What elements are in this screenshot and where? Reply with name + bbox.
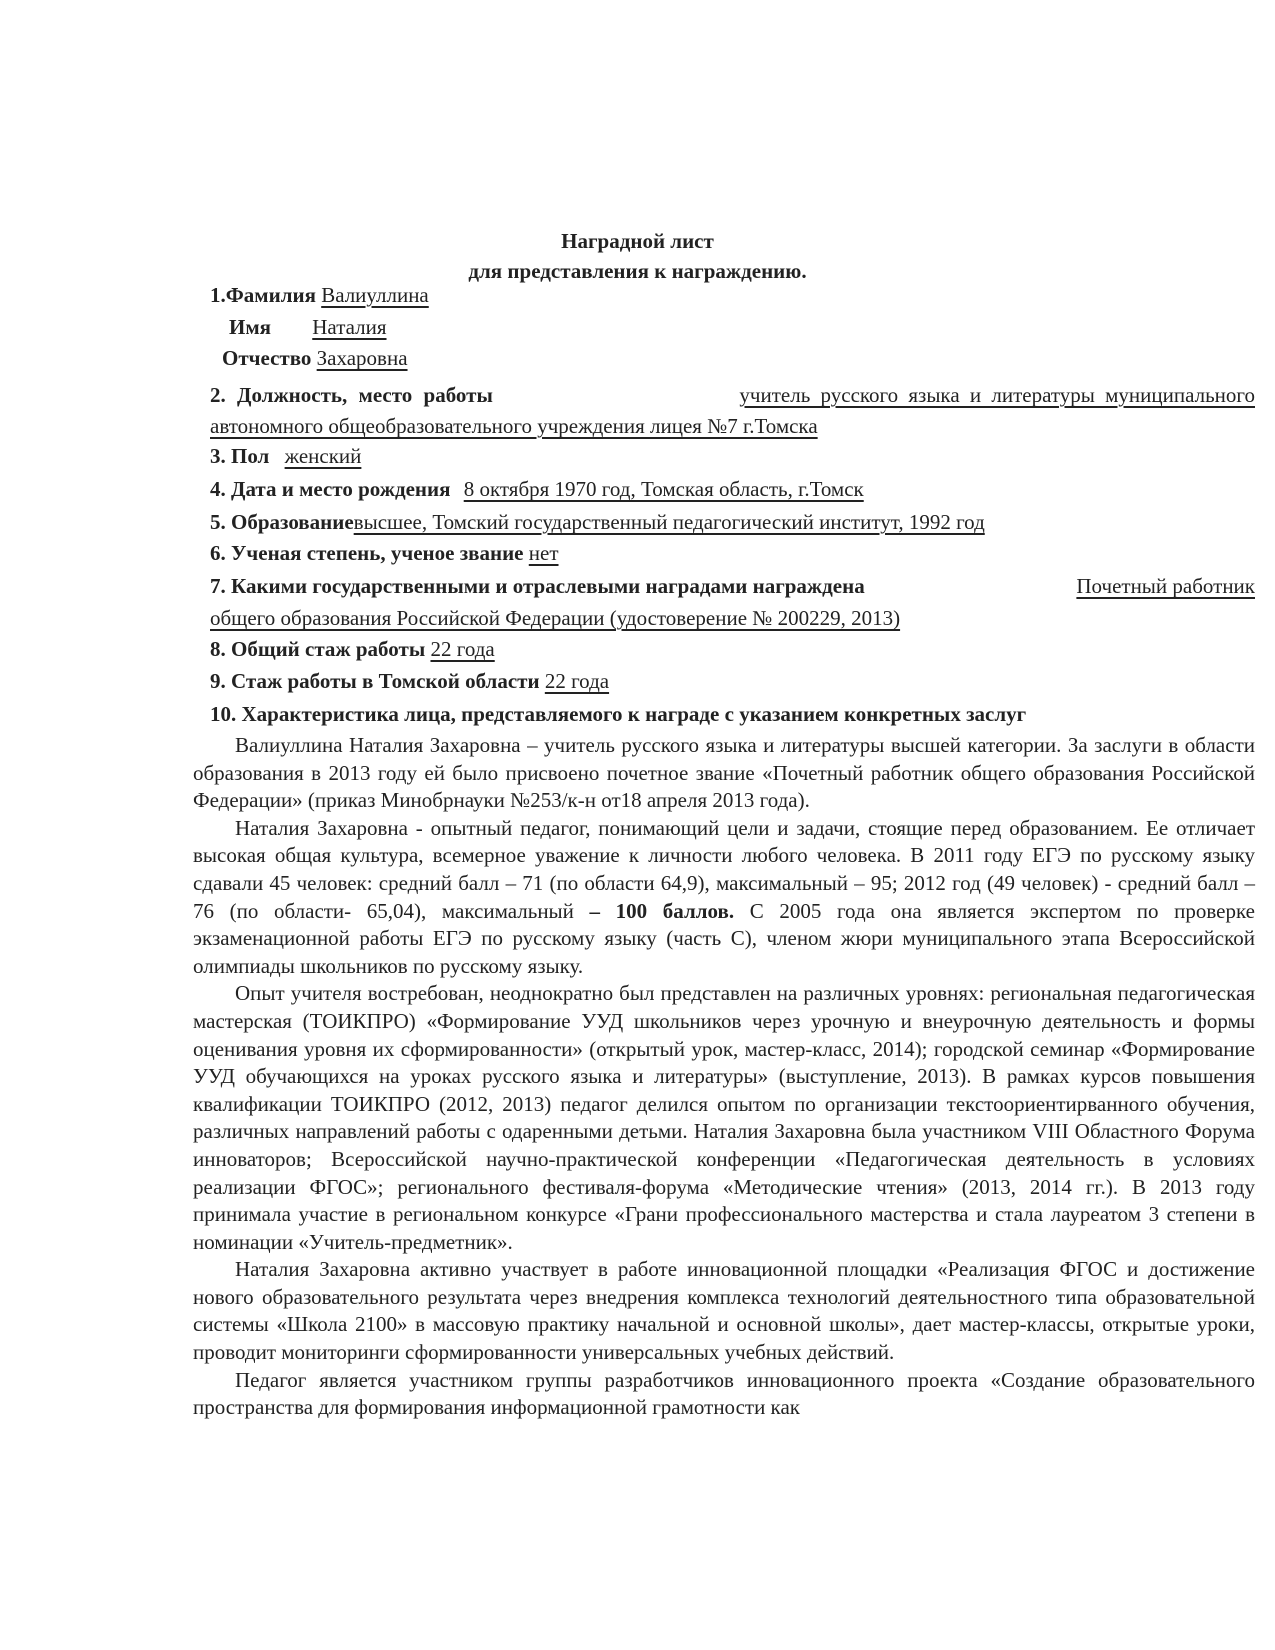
field-degree-label: 6. Ученая степень, ученое звание — [210, 541, 524, 565]
field-position-value-1: учитель русского языка и литературы муниципального — [739, 383, 1255, 407]
field-gender-value: женский — [284, 444, 362, 468]
field-birth-label: 4. Дата и место рождения — [210, 477, 451, 501]
field-name-value: Наталия — [312, 315, 387, 339]
document-subtitle: для представления к награждению. — [468, 259, 807, 283]
field-awards-value-2: общего образования Российской Федерации (удостоверение № 200229, 2013) — [210, 606, 901, 630]
field-surname-value: Валиуллина — [321, 283, 429, 307]
field-surname — [210, 283, 1255, 308]
field-surname-label: 1.Фамилия — [210, 283, 316, 307]
paragraph-2 — [193, 815, 1255, 981]
field-awards — [210, 574, 1255, 599]
paragraph-2-part-b: С 2005 года она является экспертом по проверке экзаменационной работы ЕГЭ по русскому языку (часть С), членом жюри муниципального этапа Всероссийской олимпиады школьников по русскому языку. — [193, 898, 1255, 978]
field-degree — [210, 541, 1255, 566]
field-awards-label: 7. Какими государственными и отраслевыми наградами награждена — [210, 574, 865, 598]
field-patronymic — [222, 346, 1267, 371]
field-position-cont — [210, 414, 1255, 439]
field-position-value-2: автономного общеобразовательного учреждения лицея №7 г.Томска — [210, 414, 818, 438]
field-awards-cont — [210, 606, 1255, 631]
field-total-experience-value: 22 года — [430, 637, 495, 661]
field-education-value: высшее, Томский государственный педагогический институт, 1992 год — [353, 510, 985, 534]
field-region-experience — [210, 669, 1255, 694]
field-total-experience-label: 8. Общий стаж работы — [210, 637, 426, 661]
field-total-experience — [210, 637, 1255, 662]
field-region-experience-label: 9. Стаж работы в Томской области — [210, 669, 540, 693]
field-degree-value: нет — [528, 541, 559, 565]
characteristic-text — [193, 732, 1255, 1422]
field-position — [210, 383, 1255, 408]
field-position-label: 2. Должность, место работы — [210, 383, 493, 407]
field-characteristic — [210, 702, 1255, 727]
paragraph-4: Наталия Захаровна активно участвует в работе инновационной площадки «Реализация ФГОС и достижение нового образовательного результата через внедрения комплекса технологий деятельностного типа образовательной системы «Школа 2100» в массовую практику начальной и основной школы», дает мастер-классы, открытые уроки, проводит мониторинги сформированности универсальных учебных действий. — [193, 1257, 1255, 1365]
field-education-label: 5. Образование — [210, 510, 354, 534]
field-birth — [210, 477, 1255, 502]
field-name-label: Имя — [229, 315, 271, 339]
paragraph-2-part-a: Наталия Захаровна - опытный педагог, понимающий цели и задачи, стоящие перед образованием. Ее отличает высокая общая культура, всемерное уважение к личности любого человека. В 2011 году ЕГЭ по русскому языку сдавали 45 человек: средний балл – 71 (по области 64,9), максимальный – 95; 2012 год (49 человек) - средний балл – 76 (по области- 65,04), максимальный — [193, 815, 1255, 923]
field-gender-label: 3. Пол — [210, 444, 270, 468]
paragraph-1: Валиуллина Наталия Захаровна – учитель русского языка и литературы высшей категории. За заслуги в области образования в 2013 году ей было присвоено почетное звание «Почетный работник общего образования Российской Федерации» (приказ Минобрнауки №253/к-н от18 апреля 2013 года). — [193, 733, 1255, 813]
field-patronymic-label: Отчество — [222, 346, 312, 370]
document-title: Наградной лист — [561, 229, 714, 253]
paragraph-3: Опыт учителя востребован, неоднократно был представлен на различных уровнях: региональная педагогическая мастерская (ТОИКПРО) «Формирование УУД школьников через урочную и внеурочную деятельность и формы оценивания уровня их сформированности» (открытый урок, мастер-класс, 2014); городской семинар «Формирование УУД обучающихся на уроках русского языка и литературы» (выступление, 2013). В рамках курсов повышения квалификации ТОИКПРО (2012, 2013) педагог делился опытом по организации текстоориентирванного обучения, различных направлений работы с одаренными детьми. Наталия Захаровна была участником VIII Областного Форума инноваторов; Всероссийской научно-практической конференции «Педагогическая деятельность в условиях реализации ФГОС»; регионального фестиваля-форума «Методические чтения» (2013, 2014 гг.). В 2013 году принимала участие в региональном конкурсе «Грани профессионального мастерства и стала лауреатом 3 степени в номинации «Учитель-предметник». — [193, 981, 1255, 1254]
paragraph-5: Педагог является участником группы разработчиков инновационного проекта «Создание образовательного пространства для формирования информационной грамотности как — [193, 1367, 1255, 1420]
field-patronymic-value: Захаровна — [316, 346, 408, 370]
field-gender — [210, 444, 1255, 469]
field-birth-value: 8 октября 1970 год, Томская область, г.Томск — [463, 477, 864, 501]
field-name — [229, 315, 1274, 340]
field-region-experience-value: 22 года — [544, 669, 610, 693]
field-awards-value-1: Почетный работник — [1076, 574, 1255, 598]
field-characteristic-label: 10. Характеристика лица, представляемого к награде с указанием конкретных заслуг — [210, 702, 1027, 726]
field-education — [210, 510, 1255, 535]
paragraph-2-bold: – 100 баллов. — [589, 898, 735, 923]
